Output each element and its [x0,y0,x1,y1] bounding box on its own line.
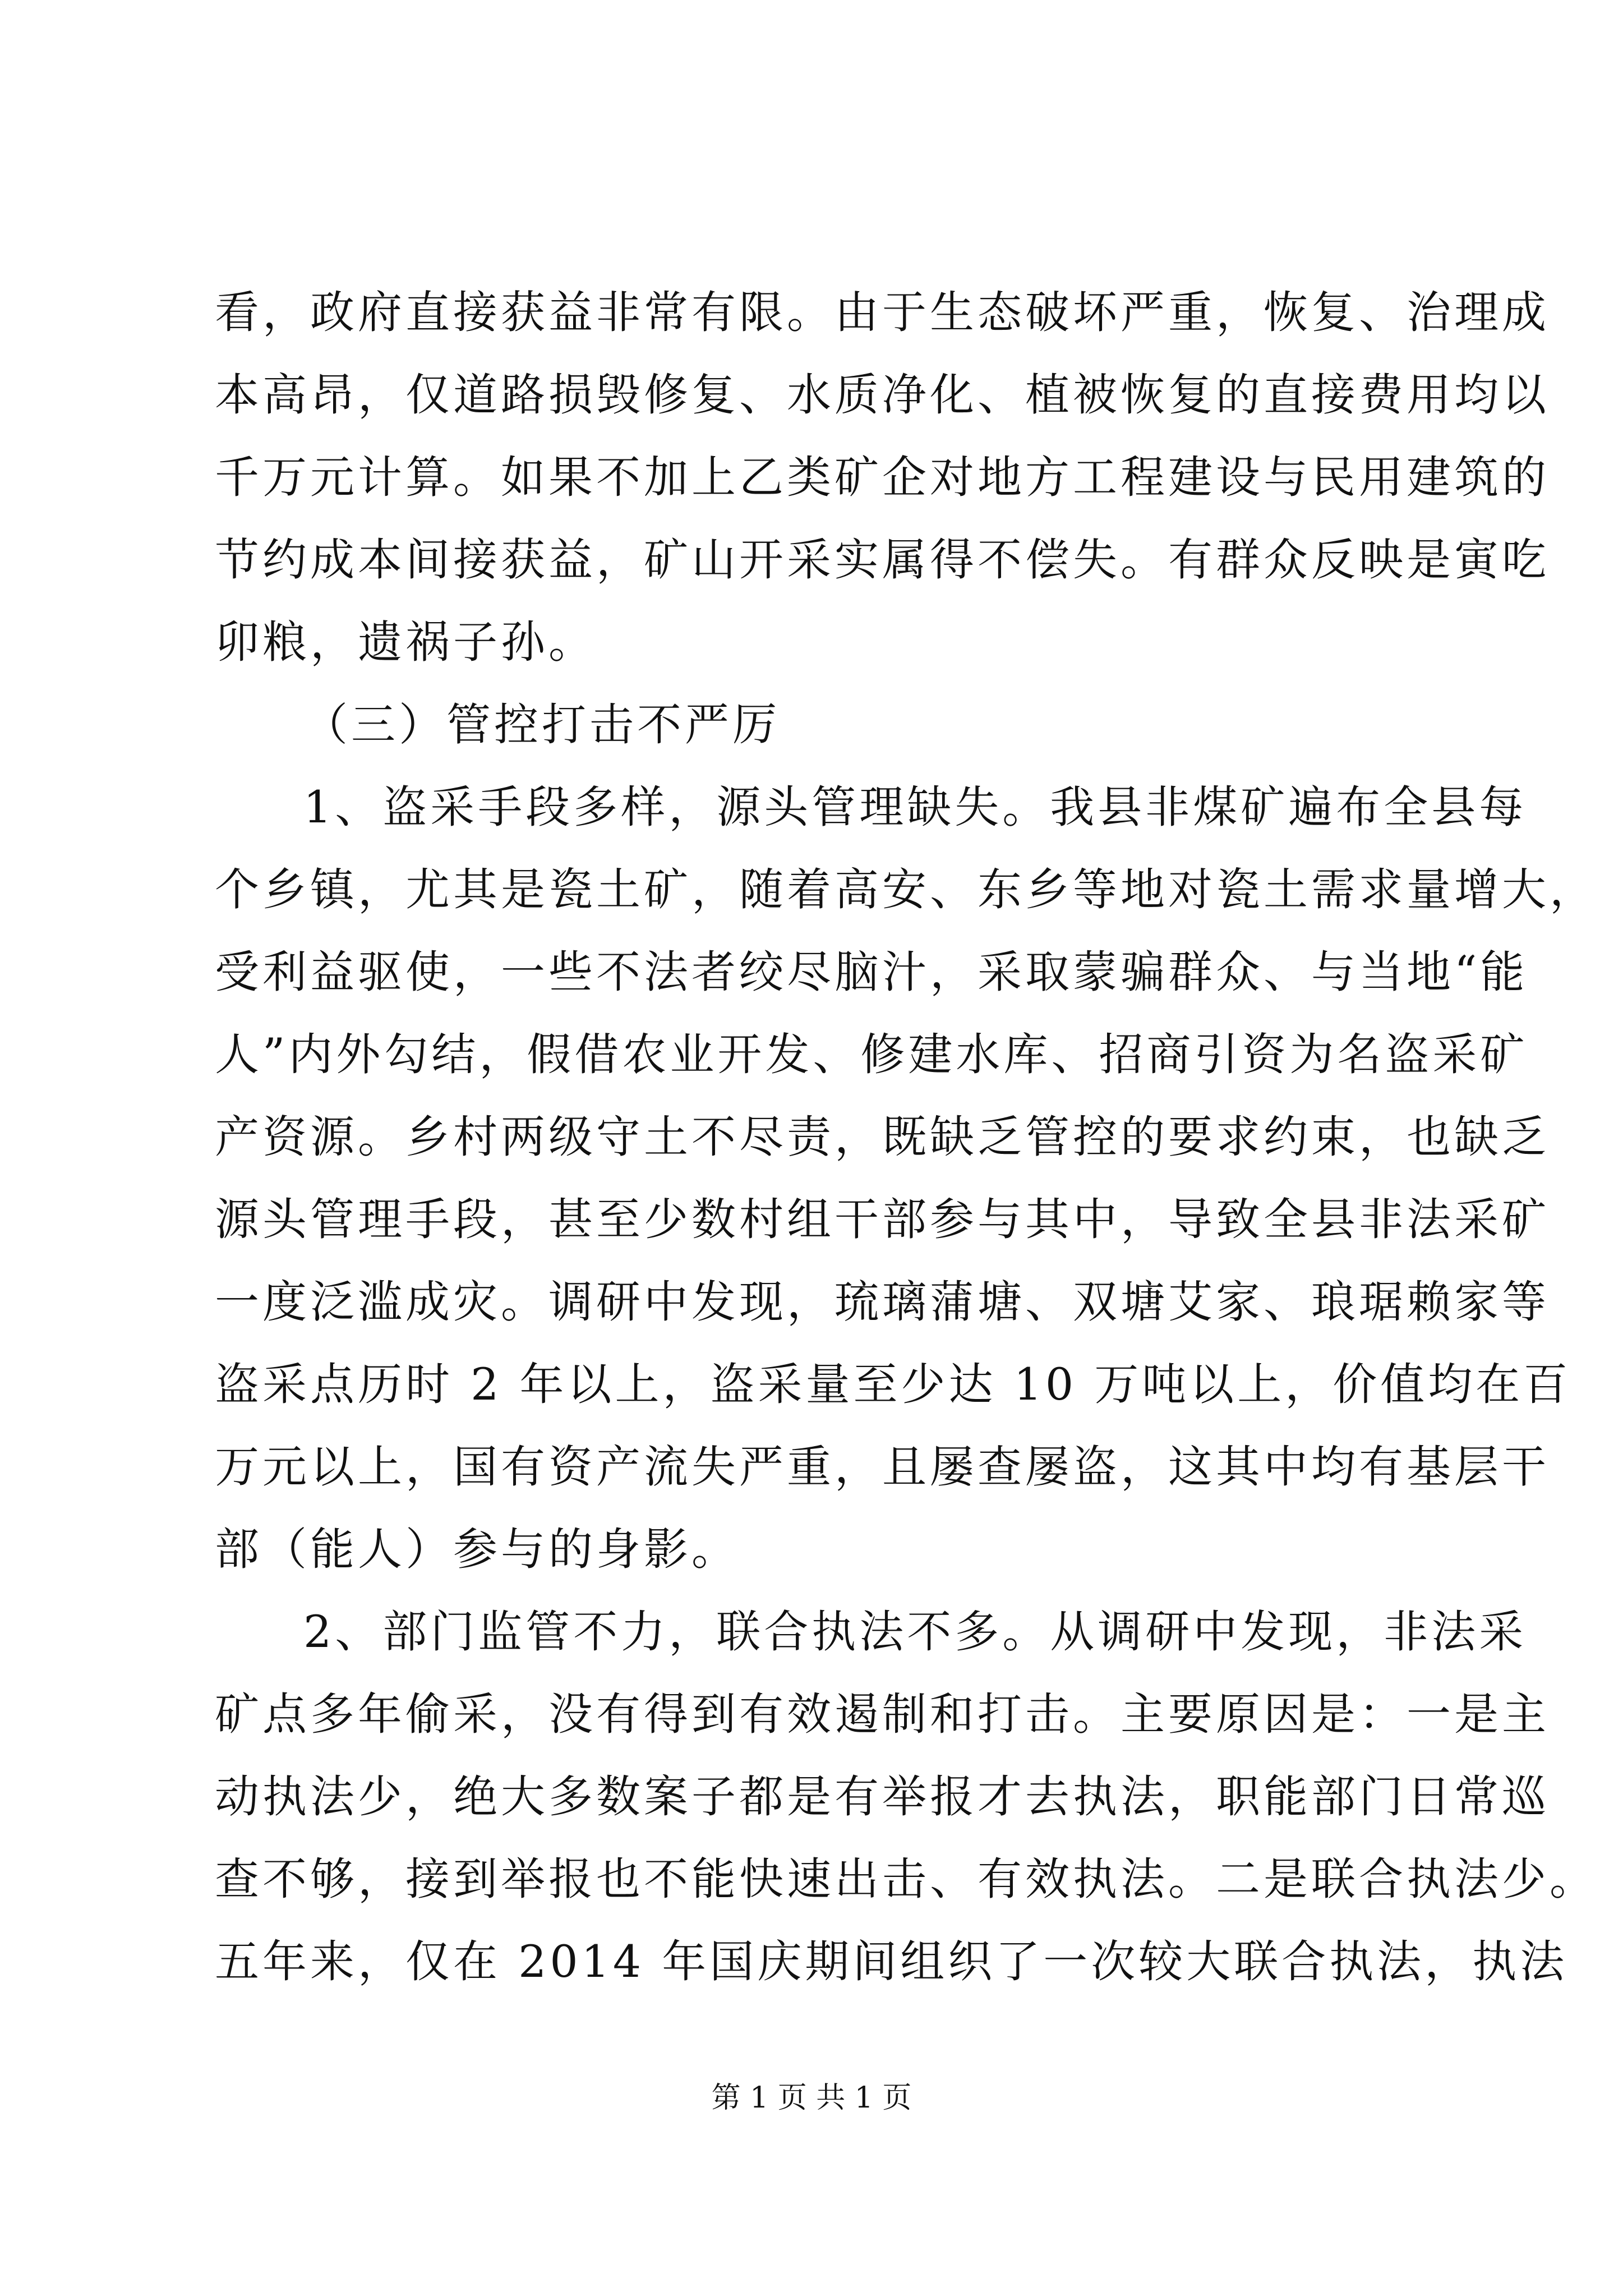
text-line: 个乡镇，尤其是瓷土矿，随着高安、东乡等地对瓷土需求量增大， [215,864,1597,915]
text-line: 动执法少，绝大多数案子都是有举报才去执法，职能部门日常巡 [215,1771,1550,1823]
text-line: 万元以上，国有资产流失严重，且屡查屡盗，这其中均有基层干 [215,1441,1550,1493]
text-line: 节约成本间接获益，矿山开采实属得不偿失。有群众反映是寅吃 [215,534,1550,586]
text-line: 1、盗采手段多样，源头管理缺失。我县非煤矿遍布全县每 [303,781,1527,833]
text-line: 2、部门监管不力，联合执法不多。从调研中发现，非法采 [303,1606,1527,1658]
text-line: 人”内外勾结，假借农业开发、修建水库、招商引资为名盗采矿 [215,1029,1528,1080]
text-line: 千万元计算。如果不加上乙类矿企对地方工程建设与民用建筑的 [215,452,1550,503]
text-line: 部（能人）参与的身影。 [215,1524,739,1575]
text-line: 产资源。乡村两级守土不尽责，既缺乏管控的要求约束，也缺乏 [215,1111,1550,1163]
text-line: 源头管理手段，甚至少数村组干部参与其中，导致全县非法采矿 [215,1194,1550,1245]
text-line: 卯粮，遗祸子孙。 [215,616,596,668]
text-line: 查不够，接到举报也不能快速出击、有效执法。二是联合执法少。 [215,1853,1597,1905]
section-heading: （三）管控打击不严厉 [303,699,780,751]
text-line: 盗采点历时 2 年以上，盗采量至少达 10 万吨以上，价值均在百 [215,1359,1571,1410]
text-line: 矿点多年偷采，没有得到有效遏制和打击。主要原因是：一是主 [215,1688,1550,1740]
text-line: 本高昂，仅道路损毁修复、水质净化、植被恢复的直接费用均以 [215,369,1550,421]
text-line: 一度泛滥成灾。调研中发现，琉璃蒲塘、双塘艾家、琅琚赖家等 [215,1276,1550,1328]
text-line: 看，政府直接获益非常有限。由于生态破坏严重，恢复、治理成 [215,287,1550,338]
text-line: 五年来，仅在 2014 年国庆期间组织了一次较大联合执法，执法 [215,1936,1568,1987]
page-footer: 第 1 页 共 1 页 [711,2081,912,2115]
text-line: 受利益驱使，一些不法者绞尽脑汁，采取蒙骗群众、与当地“能 [215,946,1528,998]
